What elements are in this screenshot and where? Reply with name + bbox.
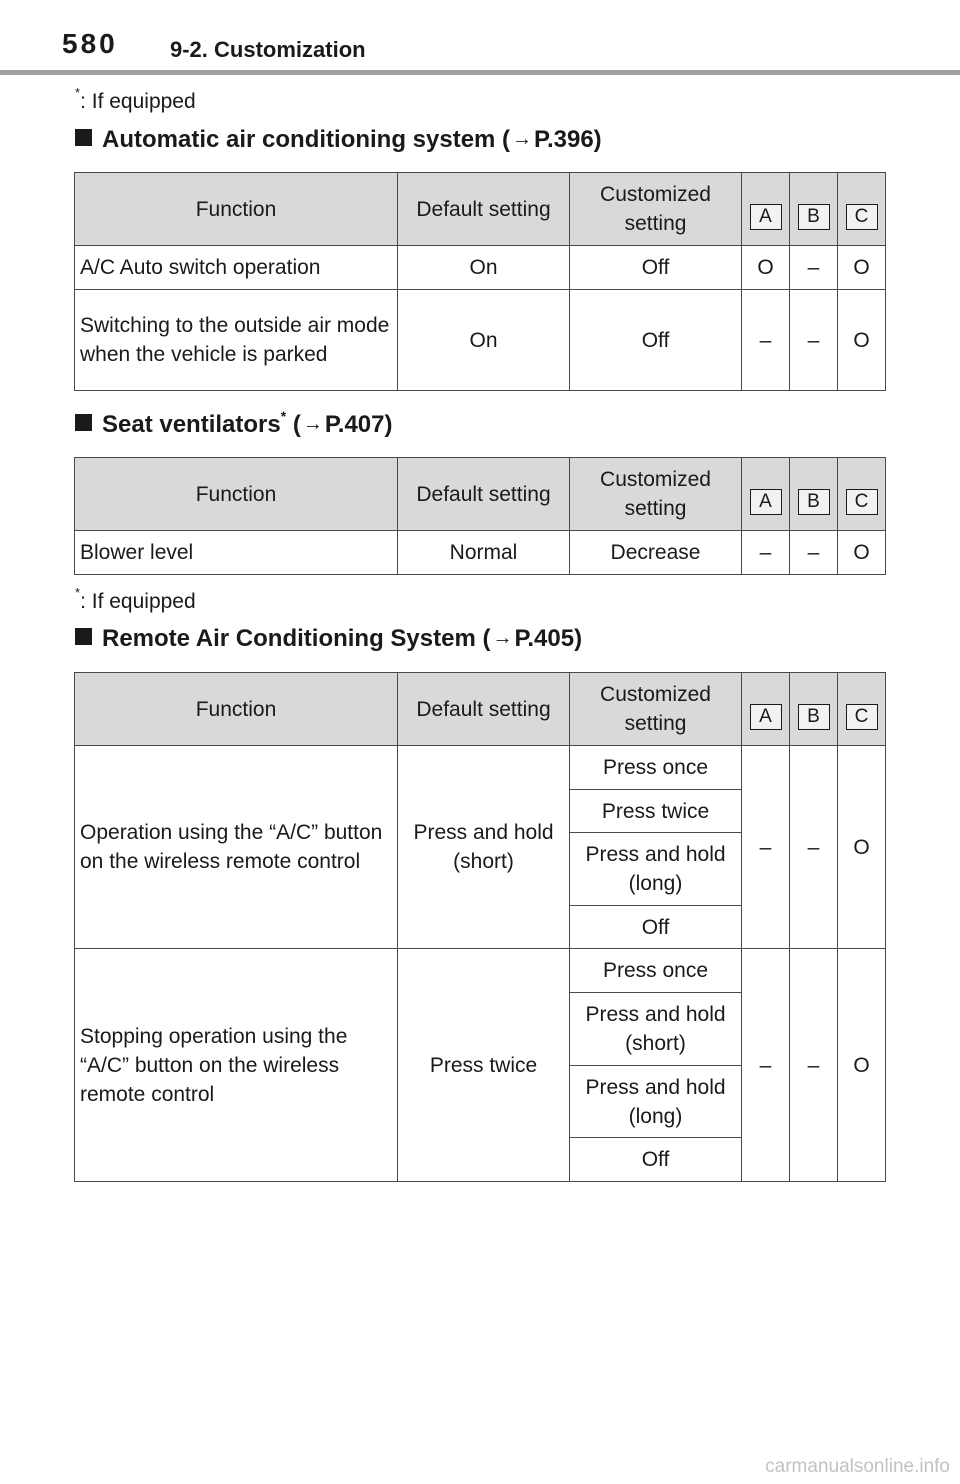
column-header-default: Default setting bbox=[398, 458, 570, 531]
column-header-function: Function bbox=[75, 673, 398, 746]
section-page-ref: P.407) bbox=[324, 411, 393, 438]
table-row bbox=[75, 531, 886, 575]
cell-a: – bbox=[742, 290, 790, 391]
cell-b: – bbox=[790, 246, 838, 290]
watermark: carmanualsonline.info bbox=[765, 1456, 950, 1477]
cell-function: Operation using the “A/C” button on the wireless remote control bbox=[75, 746, 398, 949]
cell-custom-option: Off bbox=[570, 906, 742, 949]
column-header-default: Default setting bbox=[398, 673, 570, 746]
cell-function: Blower level bbox=[75, 531, 398, 575]
badge-c: C bbox=[846, 489, 878, 515]
cell-custom-option: Press and hold (long) bbox=[570, 833, 742, 906]
column-header-a bbox=[742, 173, 790, 246]
cell-c: O bbox=[838, 746, 886, 949]
badge-b: B bbox=[798, 204, 830, 230]
cell-b: – bbox=[790, 746, 838, 949]
footnote-mark: * bbox=[280, 408, 287, 424]
footnote-mark: * bbox=[75, 85, 81, 100]
section-paren: ( bbox=[286, 411, 301, 438]
square-bullet-icon bbox=[75, 129, 92, 146]
badge-b: B bbox=[798, 704, 830, 730]
cell-b: – bbox=[790, 949, 838, 1182]
cell-custom: Off bbox=[570, 246, 742, 290]
badge-a: A bbox=[750, 489, 782, 515]
square-bullet-icon bbox=[75, 414, 92, 431]
cell-default: On bbox=[398, 246, 570, 290]
chapter-title: 9-2. Customization bbox=[170, 37, 366, 62]
cell-custom: Off bbox=[570, 290, 742, 391]
column-header-function: Function bbox=[75, 458, 398, 531]
column-header-b bbox=[790, 173, 838, 246]
badge-a: A bbox=[750, 704, 782, 730]
cell-default: Press twice bbox=[398, 949, 570, 1182]
table-row bbox=[75, 949, 886, 993]
cell-custom-option: Press and hold (short) bbox=[570, 993, 742, 1066]
column-header-c bbox=[838, 673, 886, 746]
cell-a: – bbox=[742, 949, 790, 1182]
remote-ac-table bbox=[74, 672, 886, 1182]
cell-b: – bbox=[790, 531, 838, 575]
table-header-row bbox=[75, 673, 886, 746]
section-title: Seat ventilators bbox=[102, 411, 281, 438]
cell-default: On bbox=[398, 290, 570, 391]
cell-c: O bbox=[838, 531, 886, 575]
footnote-text: : If equipped bbox=[80, 590, 196, 613]
cell-default: Press and hold (short) bbox=[398, 746, 570, 949]
cell-function: Switching to the outside air mode when the vehicle is parked bbox=[75, 290, 398, 391]
cell-a: – bbox=[742, 746, 790, 949]
cell-c: O bbox=[838, 949, 886, 1182]
column-header-custom: Customized setting bbox=[570, 458, 742, 531]
automatic-ac-table bbox=[74, 172, 886, 391]
cell-default: Normal bbox=[398, 531, 570, 575]
table-header-row bbox=[75, 173, 886, 246]
cell-c: O bbox=[838, 290, 886, 391]
badge-b: B bbox=[798, 489, 830, 515]
column-header-b bbox=[790, 458, 838, 531]
cell-custom-option: Press twice bbox=[570, 790, 742, 833]
column-header-a bbox=[742, 458, 790, 531]
cell-custom-option: Off bbox=[570, 1138, 742, 1182]
page-number: 580 bbox=[62, 28, 118, 59]
footnote-mark: * bbox=[75, 585, 81, 600]
column-header-c bbox=[838, 173, 886, 246]
arrow-right-icon: → bbox=[512, 128, 533, 150]
cell-function: Stopping operation using the “A/C” button on the wireless remote control bbox=[75, 949, 398, 1182]
seat-ventilators-table bbox=[74, 457, 886, 575]
cell-custom-option: Press and hold (long) bbox=[570, 1066, 742, 1138]
section-page-ref: P.405) bbox=[514, 625, 583, 652]
cell-custom: Decrease bbox=[570, 531, 742, 575]
cell-a: O bbox=[742, 246, 790, 290]
header-rule bbox=[0, 70, 960, 75]
section-heading-remote-ac bbox=[75, 625, 582, 653]
footnote-if-equipped bbox=[75, 585, 196, 614]
arrow-right-icon: → bbox=[302, 413, 323, 435]
footnote-if-equipped bbox=[75, 85, 196, 114]
column-header-default: Default setting bbox=[398, 173, 570, 246]
table-header-row bbox=[75, 458, 886, 531]
cell-a: – bbox=[742, 531, 790, 575]
column-header-c bbox=[838, 458, 886, 531]
badge-c: C bbox=[846, 204, 878, 230]
table-row bbox=[75, 290, 886, 391]
cell-b: – bbox=[790, 290, 838, 391]
square-bullet-icon bbox=[75, 628, 92, 645]
section-title: Remote Air Conditioning System ( bbox=[102, 625, 491, 652]
cell-custom-option: Press once bbox=[570, 949, 742, 993]
section-heading-automatic-ac bbox=[75, 126, 602, 154]
column-header-b bbox=[790, 673, 838, 746]
cell-function: A/C Auto switch operation bbox=[75, 246, 398, 290]
badge-a: A bbox=[750, 204, 782, 230]
table-row bbox=[75, 746, 886, 790]
section-heading-seat-ventilators bbox=[75, 410, 392, 439]
cell-custom-option: Press once bbox=[570, 746, 742, 790]
column-header-function: Function bbox=[75, 173, 398, 246]
table-row bbox=[75, 246, 886, 290]
cell-c: O bbox=[838, 246, 886, 290]
section-page-ref: P.396) bbox=[534, 126, 602, 153]
footnote-text: : If equipped bbox=[80, 90, 196, 113]
column-header-custom: Customized setting bbox=[570, 173, 742, 246]
arrow-right-icon: → bbox=[492, 627, 513, 649]
column-header-custom: Customized setting bbox=[570, 673, 742, 746]
column-header-a bbox=[742, 673, 790, 746]
badge-c: C bbox=[846, 704, 878, 730]
page-header bbox=[0, 0, 960, 76]
section-title: Automatic air conditioning system ( bbox=[102, 126, 511, 153]
